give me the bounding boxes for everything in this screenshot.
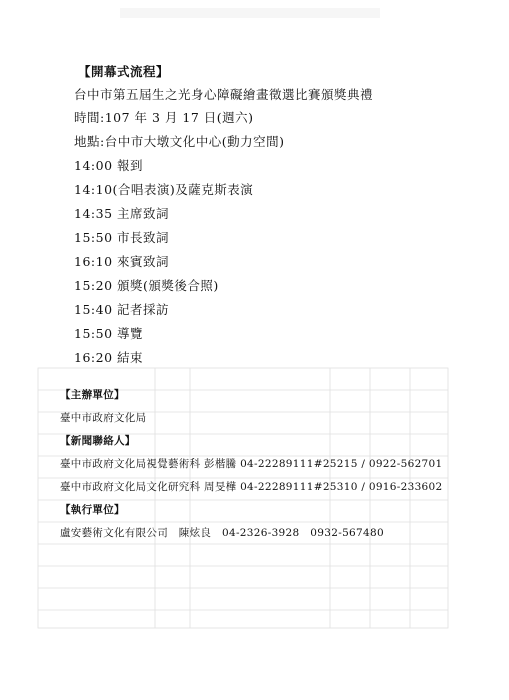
event-location: 地點:台中市大墩文化中心(動力空間)	[74, 134, 285, 149]
schedule-item: 14:00 報到	[74, 158, 143, 173]
schedule-item: 16:20 結束	[74, 350, 143, 365]
schedule-item: 15:20 頒獎(頒獎後合照)	[74, 278, 219, 293]
press-contact-heading: 【新聞聯絡人】	[60, 435, 136, 447]
press-contact-line: 臺中市政府文化局視覺藝術科 彭楷騰 04-22289111#25215 / 0922-562701	[60, 458, 443, 470]
schedule-item: 14:10(合唱表演)及薩克斯表演	[74, 182, 254, 197]
schedule-item: 15:40 記者採訪	[74, 302, 169, 317]
press-contact-line: 臺中市政府文化局文化研究科 周旻樺 04-22289111#25310 / 0916-233602	[60, 481, 443, 493]
executor-heading: 【執行單位】	[60, 504, 125, 516]
schedule-item: 15:50 市長致詞	[74, 230, 169, 245]
schedule-item: 14:35 主席致詞	[74, 206, 169, 221]
opening-heading: 【開幕式流程】	[78, 64, 170, 79]
event-time: 時間:107 年 3 月 17 日(週六)	[74, 110, 254, 125]
schedule-item: 16:10 來賓致詞	[74, 254, 169, 269]
organizer-heading: 【主辦單位】	[60, 389, 125, 401]
schedule-item: 15:50 導覽	[74, 326, 143, 341]
executor-line: 盧安藝術文化有限公司 陳炫良 04-2326-3928 0932-567480	[60, 527, 384, 539]
event-title: 台中市第五屆生之光身心障礙繪畫徵選比賽頒獎典禮	[74, 87, 374, 102]
organizer-name: 臺中市政府文化局	[60, 412, 147, 424]
